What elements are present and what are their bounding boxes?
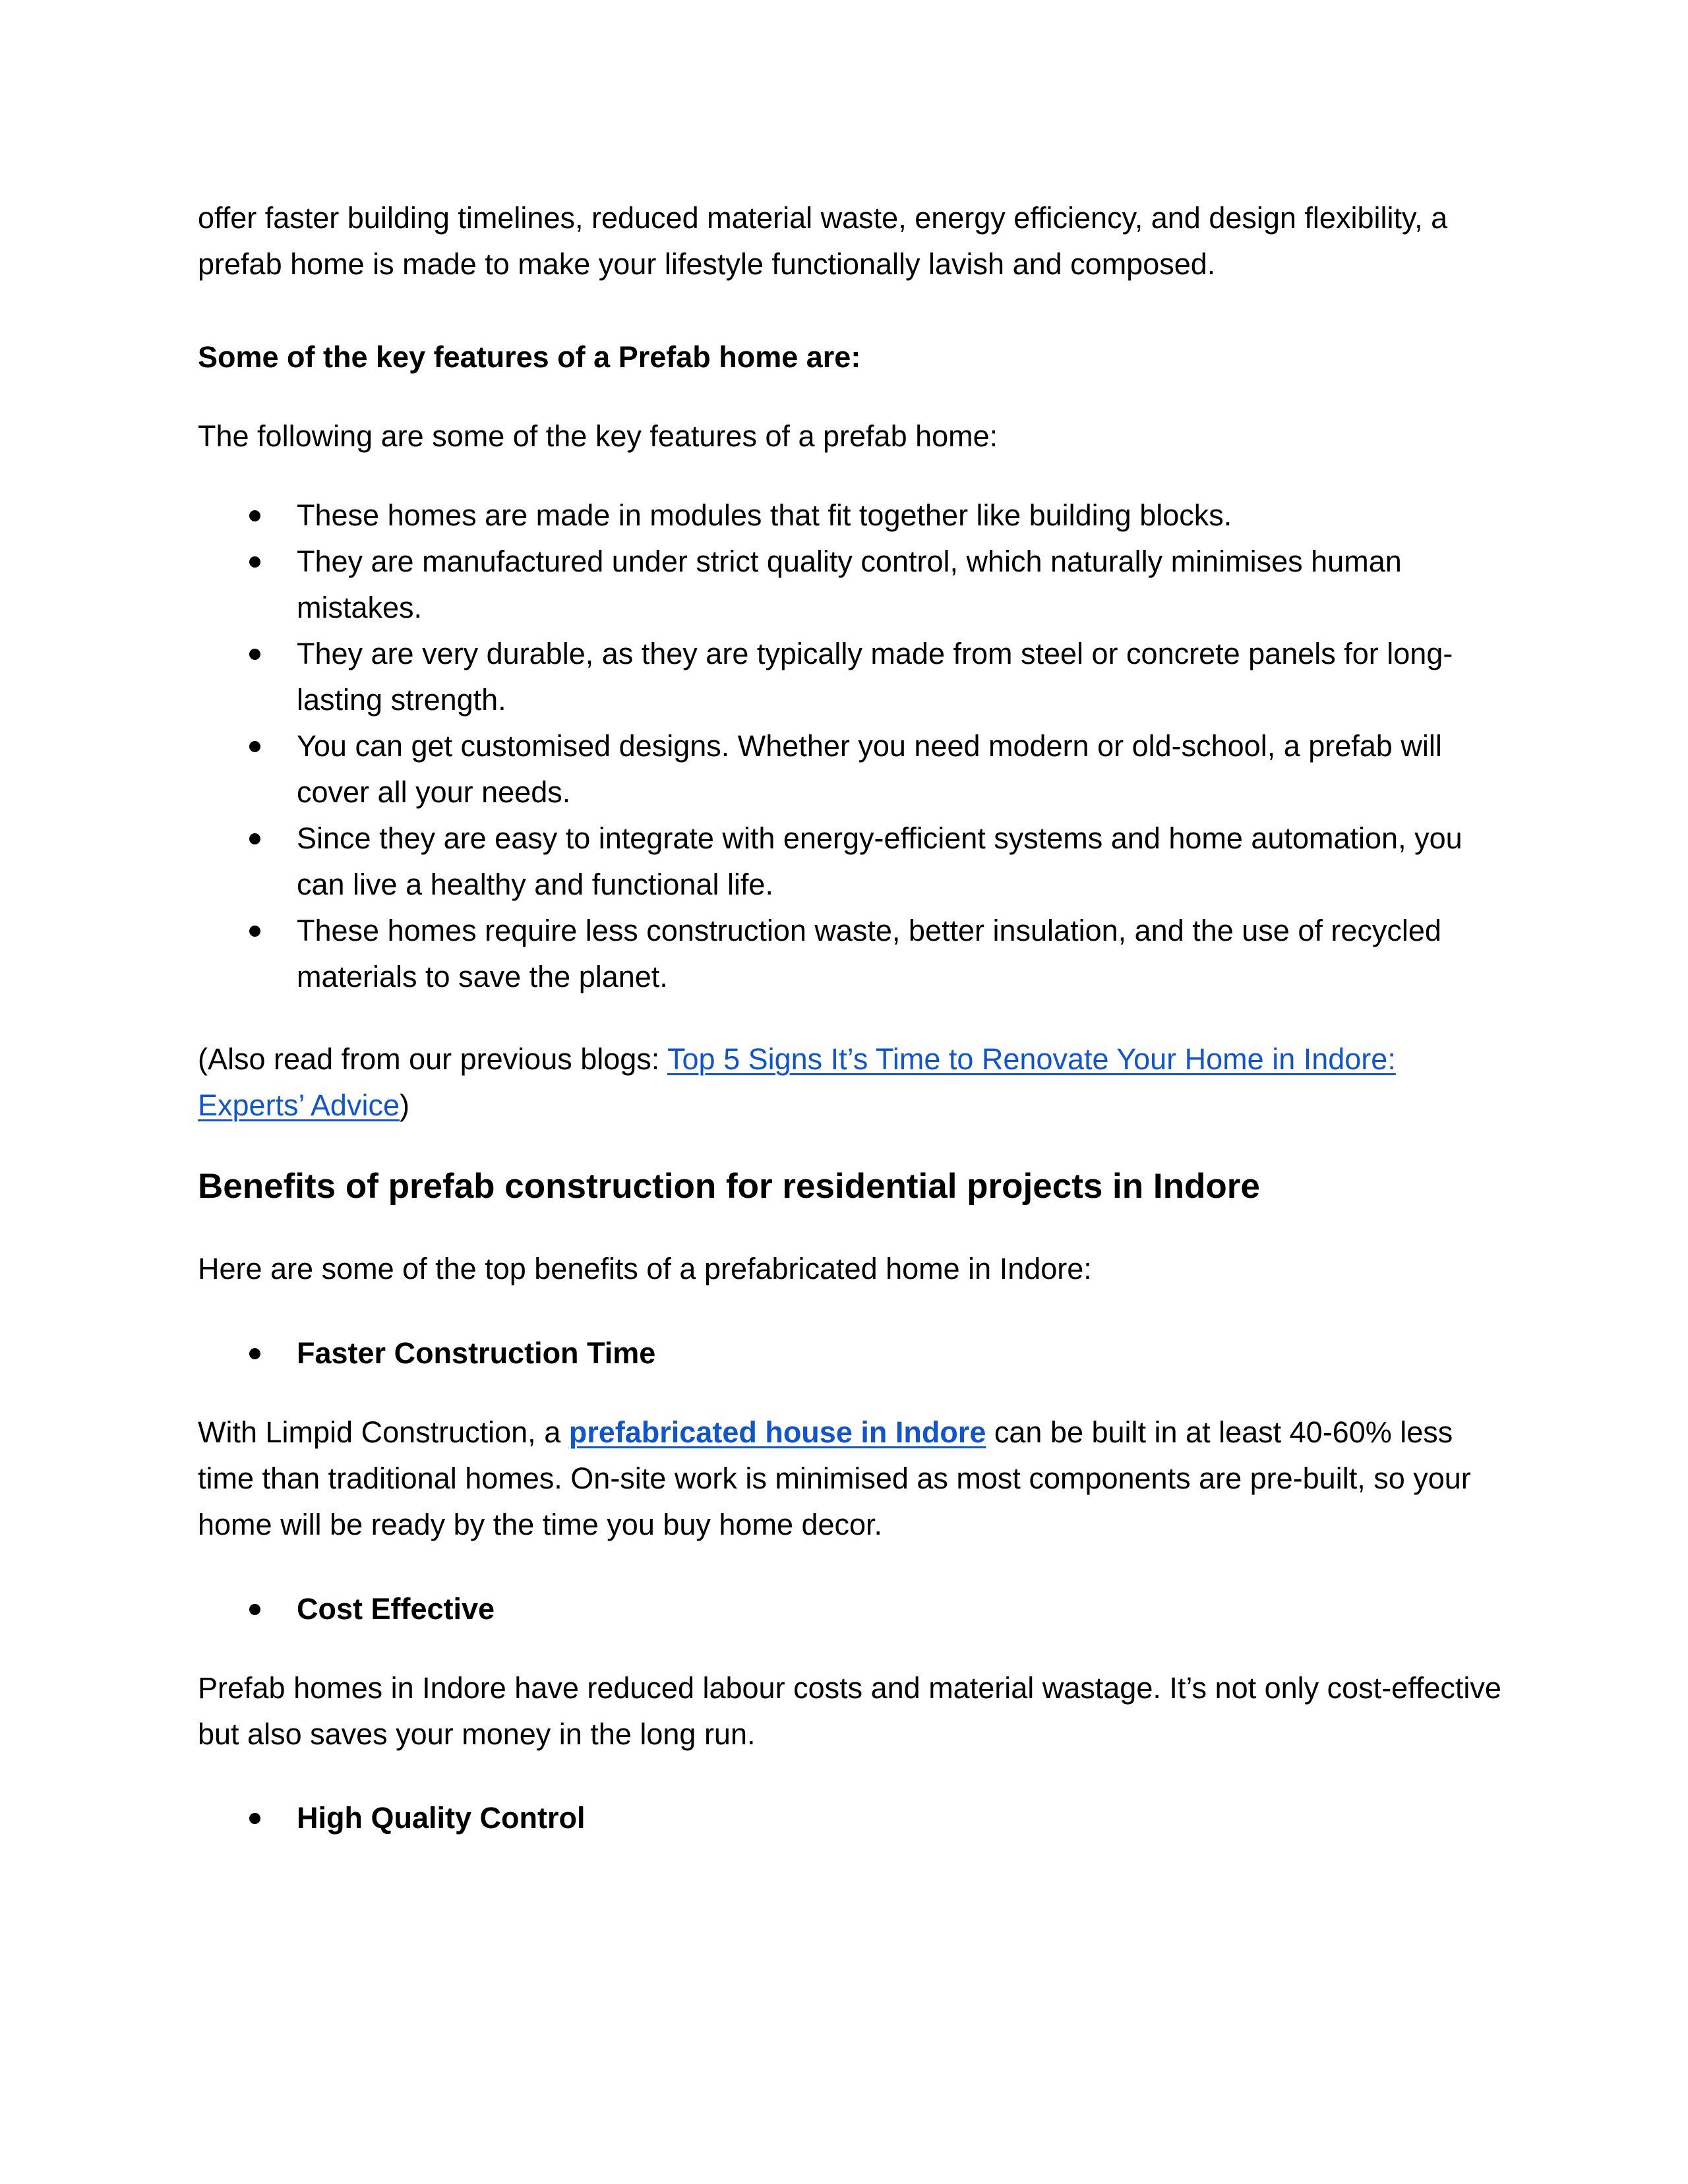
list-item-text: Since they are easy to integrate with energy-efficient systems and home automation, you can live a healthy and functional life.: [297, 821, 1462, 901]
blog-link[interactable]: Top 5 Signs It’s Time to Renovate Your Home in Indore: Experts’ Advice: [198, 1042, 1396, 1122]
bullet-icon: [249, 649, 260, 660]
benefit-title-list: [198, 1586, 1503, 1632]
bullet-icon: [249, 1604, 260, 1615]
prefabricated-house-link[interactable]: prefabricated house in Indore: [568, 1415, 986, 1449]
list-item-text: You can get customised designs. Whether you need modern or old-school, a prefab will cover all your needs.: [297, 729, 1442, 809]
benefits-heading: Benefits of prefab construction for residential projects in Indore: [198, 1167, 1260, 1206]
bullet-icon: [249, 833, 260, 844]
list-item-text: These homes require less construction waste, better insulation, and the use of recycled materials to save the planet.: [297, 914, 1441, 993]
features-lead: The following are some of the key features of a prefab home:: [198, 419, 998, 453]
list-item: [198, 539, 1470, 631]
features-list: [198, 492, 1503, 1000]
features-heading: Some of the key features of a Prefab home are:: [198, 340, 861, 374]
bullet-icon: [249, 510, 260, 521]
list-item: [198, 908, 1470, 1000]
benefit-paragraph: [198, 1409, 1503, 1548]
list-item-text: These homes are made in modules that fit together like building blocks.: [297, 498, 1232, 532]
benefit-title: [198, 1330, 1470, 1376]
benefit-title-list: [198, 1795, 1503, 1841]
bullet-icon: [249, 926, 260, 937]
benefit-title-text: High Quality Control: [297, 1801, 586, 1835]
also-read-paragraph: [198, 1036, 1503, 1129]
benefit-title-text: Faster Construction Time: [297, 1336, 656, 1370]
benefit-title: [198, 1795, 1470, 1841]
benefit-title: [198, 1586, 1470, 1632]
bullet-icon: [249, 741, 260, 752]
list-item-text: They are manufactured under strict quality control, which naturally minimises human mistakes.: [297, 545, 1402, 624]
also-read-prefix: (Also read from our previous blogs:: [198, 1042, 668, 1076]
list-item: [198, 492, 1470, 539]
benefit-paragraph: Prefab homes in Indore have reduced labour costs and material wastage. It’s not only cost-effective but also saves your money in the long run.: [198, 1671, 1501, 1751]
bullet-icon: [249, 1813, 260, 1824]
intro-paragraph: offer faster building timelines, reduced material waste, energy efficiency, and design flexibility, a prefab home is made to make your lifestyle functionally lavish and composed.: [198, 201, 1448, 281]
list-item: [198, 723, 1470, 815]
bullet-icon: [249, 1348, 260, 1359]
benefits-lead: Here are some of the top benefits of a prefabricated home in Indore:: [198, 1252, 1092, 1285]
also-read-suffix: ): [399, 1088, 409, 1122]
benefit-title-text: Cost Effective: [297, 1592, 495, 1626]
bullet-icon: [249, 556, 260, 568]
benefit-text-after: can be built in at least 40-60% less time than traditional homes. On-site work is minimised as most components are pre-built, so your home will be ready by the time you buy home decor.: [198, 1415, 1471, 1541]
list-item: [198, 631, 1470, 723]
list-item: [198, 815, 1470, 908]
list-item-text: They are very durable, as they are typically made from steel or concrete panels for long-lasting strength.: [297, 637, 1453, 717]
benefit-title-list: [198, 1330, 1503, 1376]
benefit-text-before: With Limpid Construction, a: [198, 1415, 569, 1449]
